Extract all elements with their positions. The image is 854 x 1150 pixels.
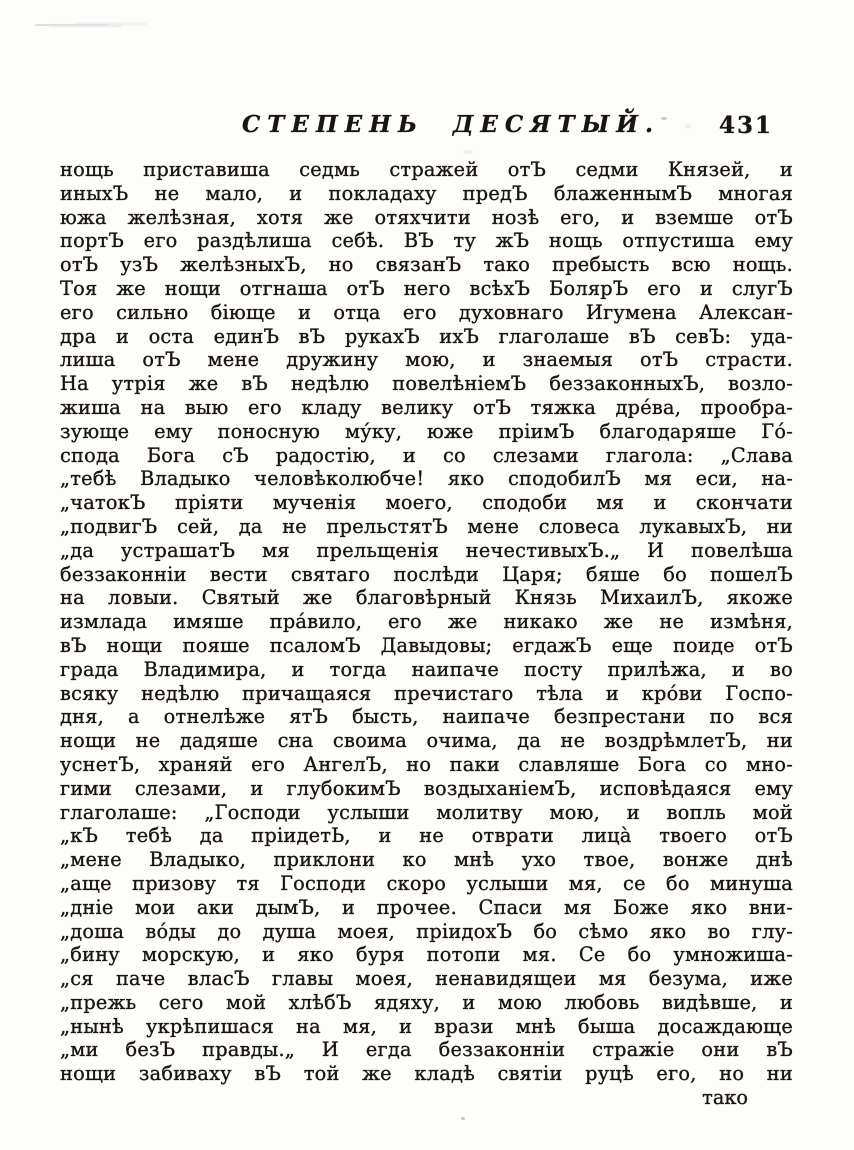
running-title: СТЕПЕНЬ ДЕСЯТЫЙ. bbox=[242, 111, 660, 138]
scan-artifact bbox=[35, 24, 107, 26]
text-line: глаголаше: „Господи услыши молитву мою, и вопль мой bbox=[60, 800, 793, 824]
text-line: „прежь сего мой хлѣбЪ ядяху, и мою любовь видѣвше, и bbox=[60, 990, 793, 1014]
text-line: гими слезами, и глубокимЪ воздыханіемЪ, исповѣдаяся ему bbox=[60, 776, 793, 800]
text-line: „доша во́ды до душа моея, пріидохЪ бо сѣмо яко во глу- bbox=[60, 919, 793, 943]
text-line: портЪ его раздѣлиша себѣ. ВЪ ту жЪ нощь отпустиша ему bbox=[60, 229, 793, 253]
text-line: на ловыи. Святый же благовѣрный Князь МихаилЪ, якоже bbox=[60, 586, 793, 610]
scan-artifact bbox=[463, 150, 473, 154]
text-line: града Владимира, и тогда наипаче посту прилѣжа, и во bbox=[60, 657, 793, 681]
text-line: На утрія же вЪ недѣлю повелѣніемЪ беззаконныхЪ, возло- bbox=[60, 372, 793, 396]
text-line: дня, а отнелѣже ятЪ бысть, наипаче безпрестани по вся bbox=[60, 705, 793, 729]
page-number: 431 bbox=[718, 112, 773, 139]
text-line: отЪ узЪ желѣзныхЪ, но связанЪ тако пребысть всю нощь. bbox=[60, 253, 793, 277]
text-line: „тебѣ Владыко человѣколюбче! яко сподобилЪ мя еси, на- bbox=[60, 467, 793, 491]
catchword: тако bbox=[702, 1086, 748, 1110]
page-header bbox=[85, 111, 817, 145]
text-line: спода Бога сЪ радостію, и со слезами глагола: „Слава bbox=[60, 443, 793, 467]
text-line: нощи не дадяше сна своима очима, да не воздрѣмлетЪ, ни bbox=[60, 729, 793, 753]
text-line: его сильно біюще и отца его духовнаго Игумена Алексан- bbox=[60, 300, 793, 324]
text-line: южа желѣзная, хотя же отяхчити нозѣ его, и вземше отЪ bbox=[60, 205, 793, 229]
text-line: „мене Владыко, приклони ко мнѣ ухо твое, вонже днѣ bbox=[60, 848, 793, 872]
text-line: жиша на выю его кладу велику отЪ тяжка дре́ва, прообра- bbox=[60, 395, 793, 419]
text-line: „аще призову тя Господи скоро услыши мя, се бо минуша bbox=[60, 871, 793, 895]
text-line: „подвигЪ сей, да не прельстятЪ мене словеса лукавыхЪ, ни bbox=[60, 514, 793, 538]
text-line: зующе ему поносную му́ку, юже пріимЪ благодаряше Го́- bbox=[60, 419, 793, 443]
text-line: всяку недѣлю причащаяся пречистаго тѣла и кро́ви Госпо- bbox=[60, 681, 793, 705]
text-line: „бину морскую, и яко буря потопи мя. Се бо умножиша- bbox=[60, 943, 793, 967]
text-line: дра и оста единЪ вЪ рукахЪ ихЪ глаголаше вЪ севЪ: уда- bbox=[60, 324, 793, 348]
body-text bbox=[60, 158, 793, 1110]
text-line: измлада имяше пра́вило, его же никако же не измѣня, bbox=[60, 610, 793, 634]
text-line: „нынѣ укрѣпишася на мя, и врази мнѣ быша досаждающе bbox=[60, 1014, 793, 1038]
text-line: уснетЪ, храняй его АнгелЪ, но паки славляше Бога со мно- bbox=[60, 752, 793, 776]
text-line: нощи забиваху вЪ той же кладѣ святіи руцѣ его, но ни bbox=[60, 1062, 793, 1086]
text-line: Тоя же нощи отгнаша отЪ него всѣхЪ БолярЪ его и слугЪ bbox=[60, 276, 793, 300]
text-line: лиша отЪ мене дружину мою, и знаемыя отЪ страсти. bbox=[60, 348, 793, 372]
text-line: иныхЪ не мало, и покладаху предЪ блаженнымЪ многая bbox=[60, 181, 793, 205]
text-line: „кЪ тебѣ да пріидетЬ, и не отврати лица̀ твоего отЪ bbox=[60, 824, 793, 848]
text-line: нощь приставиша седмь стражей отЪ седми Князей, и bbox=[60, 158, 793, 181]
scan-artifact bbox=[461, 1117, 465, 1120]
text-line: беззаконніи вести святаго послѣди Царя; бяше бо пошелЪ bbox=[60, 562, 793, 586]
text-line: „ми безЪ правды.„ И егда беззаконніи стражіе они вЪ bbox=[60, 1038, 793, 1062]
text-line: „да устрашатЪ мя прельщенія нечестивыхЪ.„ И повелѣша bbox=[60, 538, 793, 562]
text-line: вЪ нощи пояше псаломЪ Давыдовы; егдажЪ еще поиде отЪ bbox=[60, 633, 793, 657]
text-line: „дніе мои аки дымЪ, и прочее. Спаси мя Боже яко вни- bbox=[60, 895, 793, 919]
text-line: „ся паче власЪ главы моея, ненавидящеи мя безума, иже bbox=[60, 967, 793, 991]
text-line: „чатокЪ пріяти мученія моего, сподоби мя и скончати bbox=[60, 491, 793, 515]
